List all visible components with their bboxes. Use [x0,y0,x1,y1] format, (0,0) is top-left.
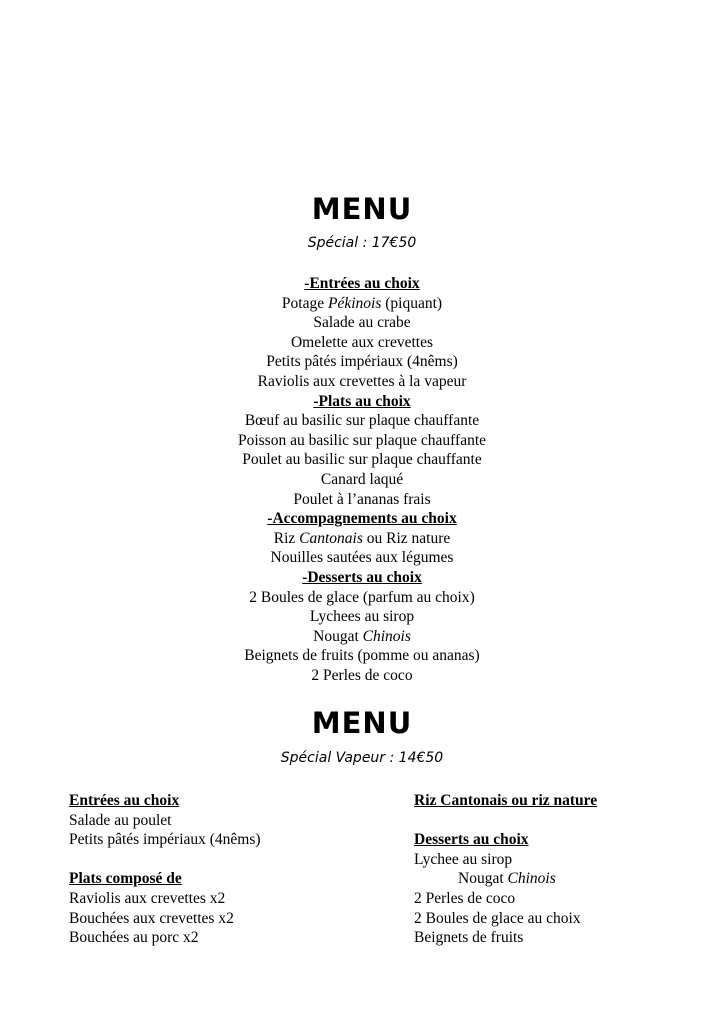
menu-item: Potage Pékinois (piquant) [281,294,443,312]
section-heading-entrees: -Entrées au choix [304,275,420,292]
menu-subtitle: Spécial : 17€50 [307,235,417,251]
menu-item: Petits pâtés impériaux (4nêms) [69,831,261,849]
menu-item: Bœuf au basilic sur plaque chauffante [244,412,480,430]
menu-special-list [0,274,724,685]
section-heading-riz: Riz Cantonais ou riz nature [414,792,598,809]
menu-item: Poisson au basilic sur plaque chauffante [237,431,487,449]
menu-item: Omelette aux crevettes [290,333,433,351]
section-heading-desserts: -Desserts au choix [302,568,422,586]
menu-item: Salade au poulet [69,811,172,829]
menu-item: Salade au crabe [313,314,411,332]
menu-item: Nouilles sautées aux légumes [270,549,454,567]
spacer [414,811,714,831]
menu-item: Petits pâtés impériaux (4nêms) [266,353,458,371]
menu-vapeur-right-column [414,791,714,948]
menu-item: 2 Perles de coco [311,666,413,684]
menu-item: Riz Cantonais ou Riz nature [273,529,451,547]
menu-item: 2 Boules de glace au choix [414,909,581,927]
section-heading-accompagnements: -Accompagnements au choix [267,510,457,528]
menu-item: Beignets de fruits (pomme ou ananas) [244,647,480,665]
menu-title: MENU [311,706,413,740]
section-heading-desserts: Desserts au choix [414,831,529,849]
section-heading-entrees: Entrées au choix [69,792,180,809]
menu-item: Raviolis aux crevettes à la vapeur [257,372,467,390]
menu-item: Nougat Chinois [313,627,411,645]
menu-item: Poulet à l’ananas frais [293,490,431,508]
menu-vapeur-left-column [69,791,369,948]
menu-item: Raviolis aux crevettes x2 [69,889,226,907]
menu-subtitle: Spécial Vapeur : 14€50 [280,750,444,766]
menu-item: Bouchées aux crevettes x2 [69,909,234,927]
menu-item: Lychee au sirop [414,850,513,868]
menu-item: Lychees au sirop [309,608,415,626]
menu-item: Nougat Chinois [458,870,556,888]
spacer [69,850,369,870]
menu-item: Poulet au basilic sur plaque chauffante [242,451,482,469]
menu-item: Bouchées au porc x2 [69,929,199,947]
section-heading-plats: Plats composé de [69,870,182,888]
menu-item: Beignets de fruits [414,929,524,947]
menu-item: 2 Boules de glace (parfum au choix) [249,588,475,606]
menu-item: Canard laqué [320,470,404,488]
section-heading-plats: -Plats au choix [313,392,411,410]
menu-item: 2 Perles de coco [414,889,516,907]
menu-title: MENU [311,192,413,226]
